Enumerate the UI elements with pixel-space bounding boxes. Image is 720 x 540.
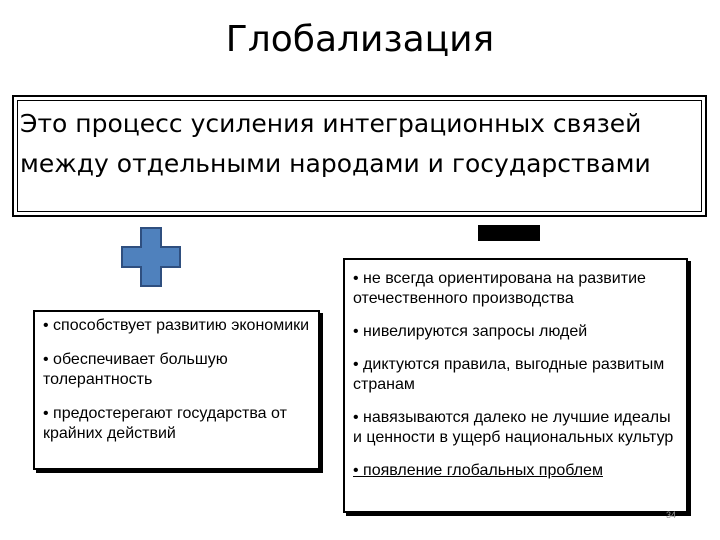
con-item: • нивелируются запросы людей: [353, 323, 588, 340]
minus-icon: [478, 225, 540, 241]
con-item: • навязываются далеко не лучшие идеалы и ценности в ущерб национальных культур: [353, 409, 674, 446]
con-item: • диктуются правила, выгодные развитым странам: [353, 356, 665, 393]
slide-title: Глобализация: [225, 19, 495, 60]
plus-icon: [121, 227, 181, 287]
con-item: • не всегда ориентирована на развитие отечественного производства: [353, 270, 646, 307]
page-number: 34: [666, 510, 677, 520]
pros-box: [33, 310, 320, 470]
definition-text: Это процесс усиления интеграционных связей между отдельными народами и государствами: [20, 109, 651, 178]
pro-item: • предостерегают государства от крайних действий: [43, 405, 287, 442]
cons-box: [343, 258, 688, 513]
con-item: • появление глобальных проблем: [353, 462, 603, 479]
pro-item: • способствует развитию экономики: [43, 317, 310, 334]
pro-item: • обеспечивает большую толерантность: [43, 351, 228, 388]
plus-shape: [122, 228, 180, 286]
